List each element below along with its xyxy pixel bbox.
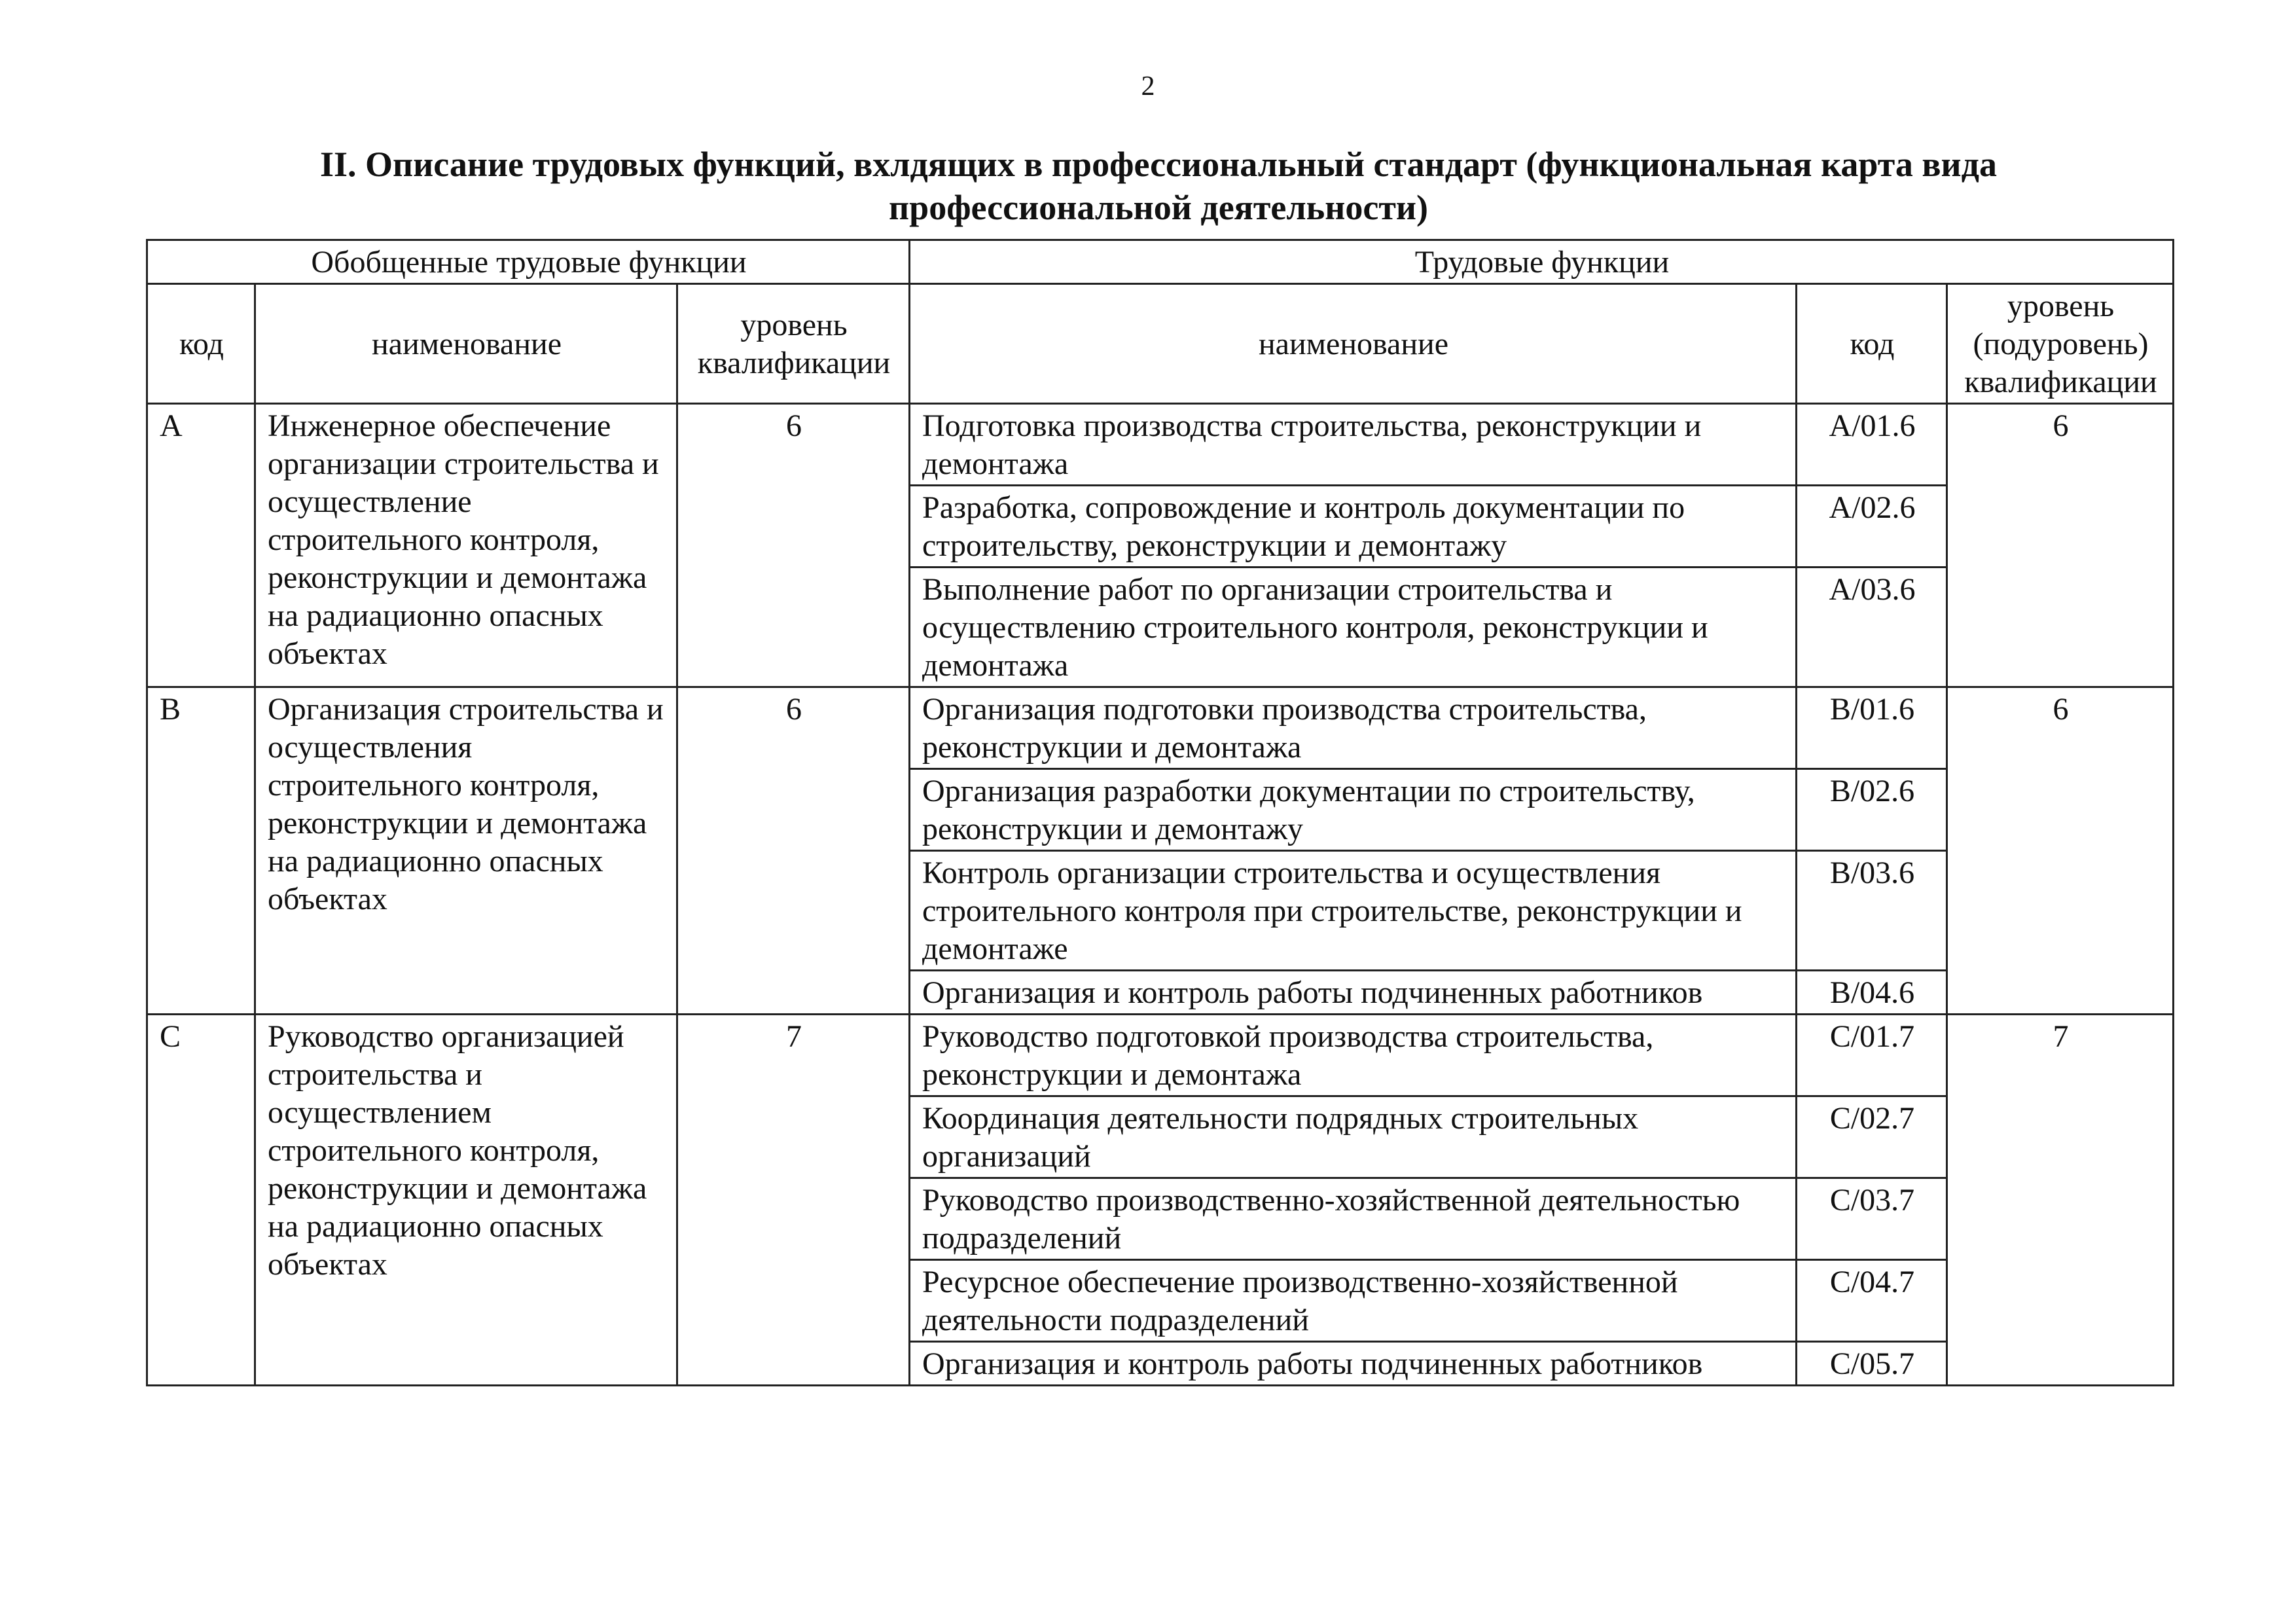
labor-function-name: Руководство подготовкой производства строительства, реконструкции и демонтажа [910, 1015, 1797, 1096]
section-title: II. Описание трудовых функций, вхлдящих в профессиональный стандарт (функциональная карта вида профессиональной деятельности) [320, 145, 1997, 227]
labor-function-name: Организация и контроль работы подчиненных работников [910, 971, 1797, 1015]
labor-function-level: 6 [1947, 687, 2174, 1015]
header-gen-code: код [147, 284, 255, 404]
labor-function-name: Организация разработки документации по строительству, реконструкции и демонтажу [910, 769, 1797, 851]
page-number: 2 [1141, 71, 1155, 101]
gen-function-code: A [147, 404, 255, 687]
labor-function-code: A/03.6 [1797, 568, 1947, 687]
labor-function-code: C/04.7 [1797, 1260, 1947, 1342]
header-tf-code: код [1797, 284, 1947, 404]
header-generalized-functions: Обобщенные трудовые функции [147, 240, 910, 284]
labor-function-code: B/01.6 [1797, 687, 1947, 769]
gen-function-level: 6 [677, 687, 910, 1015]
gen-function-code: B [147, 687, 255, 1015]
labor-function-name: Организация подготовки производства строительства, реконструкции и демонтажа [910, 687, 1797, 769]
gen-function-name: Инженерное обеспечение организации строительства и осуществление строительного контроля, реконструкции и демонтажа на радиационно опасных объектах [255, 404, 677, 687]
labor-function-code: C/02.7 [1797, 1096, 1947, 1178]
labor-function-name: Контроль организации строительства и осуществления строительного контроля при строительстве, реконструкции и демонтаже [910, 851, 1797, 971]
header-gen-name: наименование [255, 284, 677, 404]
labor-function-code: C/05.7 [1797, 1342, 1947, 1386]
gen-function-code: C [147, 1015, 255, 1386]
labor-function-code: A/01.6 [1797, 404, 1947, 486]
labor-function-name: Ресурсное обеспечение производственно-хозяйственной деятельности подразделений [910, 1260, 1797, 1342]
table-row [147, 404, 2174, 486]
gen-function-name: Организация строительства и осуществления строительного контроля, реконструкции и демонтажа на радиационно опасных объектах [255, 687, 677, 1015]
labor-function-level: 6 [1947, 404, 2174, 687]
gen-function-level: 6 [677, 404, 910, 687]
labor-function-code: C/03.7 [1797, 1178, 1947, 1260]
labor-function-name: Подготовка производства строительства, реконструкции и демонтажа [910, 404, 1797, 486]
header-tf-level: уровень (подуровень) квалификации [1947, 284, 2174, 404]
group-header-row [147, 240, 2174, 284]
labor-function-name: Разработка, сопровождение и контроль документации по строительству, реконструкции и демонтажу [910, 486, 1797, 568]
labor-function-code: B/04.6 [1797, 971, 1947, 1015]
header-labor-functions: Трудовые функции [910, 240, 2174, 284]
header-gen-level: уровень квалификации [677, 284, 910, 404]
labor-function-name: Выполнение работ по организации строительства и осуществлению строительного контроля, реконструкции и демонтажа [910, 568, 1797, 687]
labor-function-code: A/02.6 [1797, 486, 1947, 568]
labor-function-level: 7 [1947, 1015, 2174, 1386]
labor-function-name: Руководство производственно-хозяйственной деятельностью подразделений [910, 1178, 1797, 1260]
gen-function-name: Руководство организацией строительства и осуществлением строительного контроля, реконструкции и демонтажа на радиационно опасных объектах [255, 1015, 677, 1386]
header-tf-name: наименование [910, 284, 1797, 404]
labor-function-name: Организация и контроль работы подчиненных работников [910, 1342, 1797, 1386]
labor-function-code: B/03.6 [1797, 851, 1947, 971]
table-row [147, 687, 2174, 769]
gen-function-level: 7 [677, 1015, 910, 1386]
labor-function-code: C/01.7 [1797, 1015, 1947, 1096]
functional-map-table [146, 239, 2174, 1386]
table-row [147, 1015, 2174, 1096]
labor-function-name: Координация деятельности подрядных строительных организаций [910, 1096, 1797, 1178]
column-header-row [147, 284, 2174, 404]
labor-function-code: B/02.6 [1797, 769, 1947, 851]
